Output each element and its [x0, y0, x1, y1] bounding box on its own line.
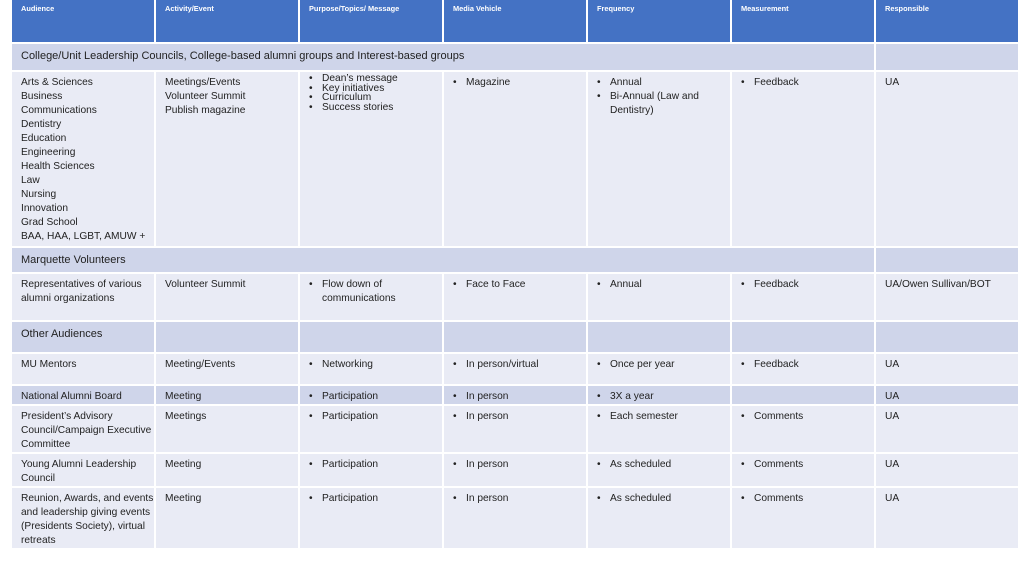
cell-audience: National Alumni Board: [12, 386, 154, 404]
cell-frequency: • 3X a year: [588, 386, 730, 404]
table-row: [12, 406, 1018, 452]
cell-frequency: • Once per year: [588, 354, 730, 384]
table-row: [12, 488, 1018, 548]
cell-purpose: • Flow down of communications: [300, 274, 442, 320]
cell-media: • In person: [444, 454, 586, 486]
header-purpose: Purpose/Topics/ Message: [300, 0, 442, 42]
cell-responsible: UA: [876, 354, 1018, 384]
section-empty: [876, 248, 1018, 272]
cell-audience: Representatives of various alumni organizations: [12, 274, 154, 320]
cell-measurement: • Comments: [732, 488, 874, 548]
section-empty: [876, 44, 1018, 70]
table-row: [12, 386, 1018, 404]
cell-purpose: • Participation: [300, 386, 442, 404]
cell-activity: Meetings/Events Volunteer Summit Publish magazine: [156, 72, 298, 246]
cell-responsible: UA: [876, 488, 1018, 548]
cell-purpose: • Participation: [300, 454, 442, 486]
header-media: Media Vehicle: [444, 0, 586, 42]
section-row: [12, 322, 1018, 352]
cell-responsible: UA/Owen Sullivan/BOT: [876, 274, 1018, 320]
cell-responsible: UA: [876, 454, 1018, 486]
cell-measurement: • Feedback: [732, 72, 874, 246]
cell-frequency: • Annual: [588, 274, 730, 320]
section-row: [12, 44, 1018, 70]
cell-purpose: • Participation: [300, 406, 442, 452]
cell-audience: MU Mentors: [12, 354, 154, 384]
cell-media: • In person/virtual: [444, 354, 586, 384]
cell-measurement: • Comments: [732, 406, 874, 452]
cell-media: • Magazine: [444, 72, 586, 246]
cell-activity: Volunteer Summit: [156, 274, 298, 320]
cell-purpose: • Dean’s message • Key initiatives • Curriculum • Success stories: [300, 72, 442, 246]
cell-purpose: • Networking: [300, 354, 442, 384]
cell-frequency: • Each semester: [588, 406, 730, 452]
table-row: [12, 454, 1018, 486]
cell-purpose: • Participation: [300, 488, 442, 548]
cell-activity: Meeting: [156, 454, 298, 486]
table-row: [12, 72, 1018, 246]
cell-frequency: • Annual • Bi-Annual (Law and Dentistry): [588, 72, 730, 246]
cell-media: • In person: [444, 488, 586, 548]
section-title-college: College/Unit Leadership Councils, College-based alumni groups and Interest-based groups: [12, 44, 874, 70]
header-row: [12, 0, 1018, 42]
header-frequency: Frequency: [588, 0, 730, 42]
cell-activity: Meeting: [156, 386, 298, 404]
cell-media: • In person: [444, 386, 586, 404]
cell-media: • Face to Face: [444, 274, 586, 320]
cell-audience: President’s Advisory Council/Campaign Executive Committee: [12, 406, 154, 452]
cell-frequency: • As scheduled: [588, 454, 730, 486]
communications-plan-table: [10, 0, 1020, 550]
table-row: [12, 274, 1018, 320]
header-audience: Audience: [12, 0, 154, 42]
cell-responsible: UA: [876, 386, 1018, 404]
cell-activity: Meeting: [156, 488, 298, 548]
header-activity: Activity/Event: [156, 0, 298, 42]
section-title-other: Other Audiences: [12, 322, 154, 352]
cell-activity: Meeting/Events: [156, 354, 298, 384]
cell-measurement: • Feedback: [732, 274, 874, 320]
cell-frequency: • As scheduled: [588, 488, 730, 548]
cell-audience: Arts & Sciences Business Communications Dentistry Education Engineering Health Sciences Law Nursing Innovation Grad School BAA, HAA, LGBT, AMUW +: [12, 72, 154, 246]
section-title-volunteers: Marquette Volunteers: [12, 248, 874, 272]
table-row: [12, 354, 1018, 384]
cell-media: • In person: [444, 406, 586, 452]
header-responsible: Responsible: [876, 0, 1018, 42]
cell-activity: Meetings: [156, 406, 298, 452]
cell-audience: Reunion, Awards, and events and leadership giving events (Presidents Society), virtual retreats: [12, 488, 154, 548]
cell-audience: Young Alumni Leadership Council: [12, 454, 154, 486]
cell-measurement: • Feedback: [732, 354, 874, 384]
cell-responsible: UA: [876, 72, 1018, 246]
section-row: [12, 248, 1018, 272]
cell-measurement: [732, 386, 874, 404]
cell-responsible: UA: [876, 406, 1018, 452]
header-measurement: Measurement: [732, 0, 874, 42]
cell-measurement: • Comments: [732, 454, 874, 486]
